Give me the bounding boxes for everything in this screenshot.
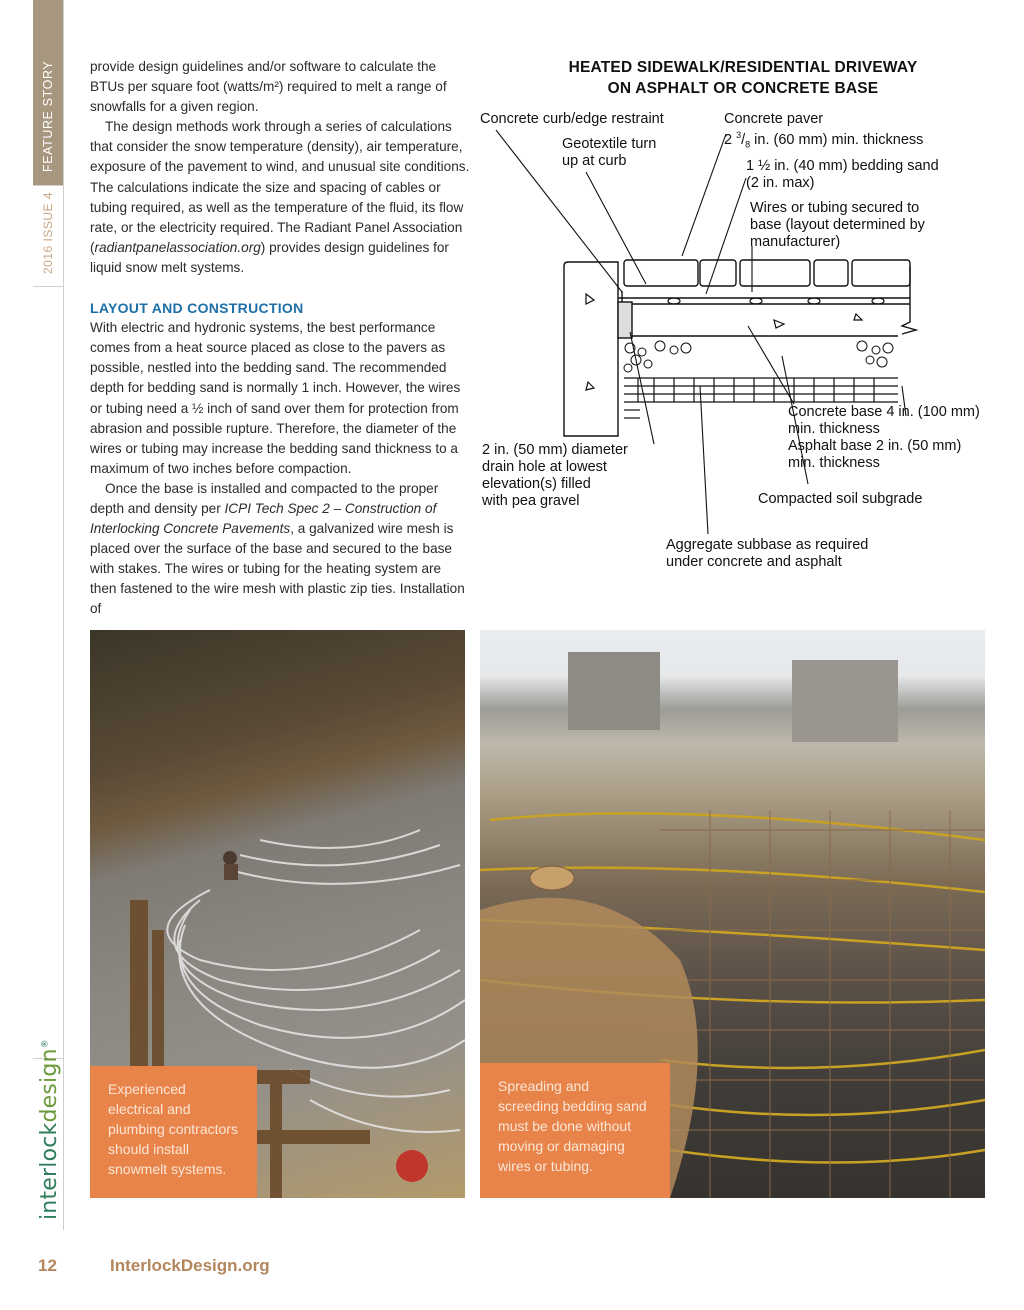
label-subgrade: Compacted soil subgrade xyxy=(758,491,923,507)
diagram-title: HEATED SIDEWALK/RESIDENTIAL DRIVEWAY xyxy=(568,59,918,76)
paragraph: provide design guidelines and/or software to calculate the BTUs per square foot (watts/m²) required to melt a range of snowfalls for a given region. xyxy=(90,59,447,115)
label-wires: manufacturer) xyxy=(750,234,841,250)
label-base: min. thickness xyxy=(788,421,880,437)
section-label: FEATURE STORY xyxy=(41,60,55,172)
paver xyxy=(740,260,810,286)
photo-caption: Experienced electrical and plumbing contractors should install snowmelt systems. xyxy=(90,1066,257,1198)
page-number: 12 xyxy=(38,1256,57,1275)
leader-line xyxy=(630,332,654,444)
divider xyxy=(33,185,63,186)
label-bedding-sand: 1 ½ in. (40 mm) bedding sand xyxy=(746,158,939,174)
curb-shape xyxy=(564,262,618,436)
label-paver: Concrete paver xyxy=(724,111,824,127)
label-drain: with pea gravel xyxy=(482,493,580,509)
website-link[interactable]: InterlockDesign.org xyxy=(110,1256,270,1275)
inline-link[interactable]: radiantpanelassociation.org xyxy=(94,239,261,255)
publication-reference: ICPI Tech Spec 2 – Construction of Interlocking Concrete Pavements xyxy=(90,500,437,537)
paver xyxy=(700,260,736,286)
label-base: Concrete base 4 in. (100 mm) xyxy=(788,404,980,420)
label-subbase: Aggregate subbase as required xyxy=(666,537,869,553)
label-geotextile: Geotextile turn xyxy=(562,136,657,152)
paver xyxy=(852,260,910,286)
paragraph: With electric and hydronic systems, the best performance comes from a heat source placed as close to the pavers as possible, nestled into the bedding sand. The recommended depth for bedding sand is normally 1 inch. However, the wires or tubing need a ½ inch of sand over them for protection from abrasion and possible rupture. Therefore, the diameter of the wires or tubing may increase the bedding sand thickness to a maximum of two inches before compaction. xyxy=(90,320,461,476)
break-line xyxy=(902,266,916,334)
label-base: Asphalt base 2 in. (50 mm) xyxy=(788,438,962,454)
leader-line xyxy=(586,172,646,284)
divider xyxy=(33,286,63,287)
label-drain: 2 in. (50 mm) diameter xyxy=(482,442,628,458)
paver-pallet xyxy=(568,652,660,730)
label-base: min. thickness xyxy=(788,455,880,471)
label-drain: elevation(s) filled xyxy=(482,476,591,492)
paragraph: Once the base is installed and compacted to the proper depth and density per ICPI Tech Spec 2 – Construction of Interlocking Concrete Pavements, a galvanized wire mesh is placed over the surface of the base and secured to the base with stakes. The wires or tubing for the heating system are then fastened to the wire mesh with plastic zip ties. Installation of xyxy=(90,480,465,617)
photo-caption: Spreading and screeding bedding sand must be done without moving or damaging wires or tubing. xyxy=(480,1063,670,1198)
article-column xyxy=(90,57,470,620)
label-curb: Concrete curb/edge restraint xyxy=(480,111,664,127)
section-heading: LAYOUT AND CONSTRUCTION xyxy=(90,300,304,317)
paver-pallet xyxy=(792,660,898,742)
label-subbase: under concrete and asphalt xyxy=(666,554,842,570)
magazine-logo: interlockdesign® xyxy=(37,1039,62,1220)
label-geotextile: up at curb xyxy=(562,153,627,169)
label-drain: drain hole at lowest xyxy=(482,459,607,475)
leader-line xyxy=(682,134,726,256)
paragraph: The design methods work through a series of calculations that consider the snow temperature (density), air temperature, exposure of the pavement to wind, and unusual site conditions. The calculations indicate the size and spacing of cables or tubing required, as well as the temperature of the fluid, its flow rate, or the electricity required. The Radiant Panel Association (radiantpanelassociation.org) provides design guidelines for liquid snow melt systems. xyxy=(90,119,470,275)
paver xyxy=(814,260,848,286)
label-wires: Wires or tubing secured to xyxy=(750,200,920,216)
issue-label: 2016 ISSUE 4 xyxy=(41,191,55,274)
cross-section-diagram xyxy=(478,56,1008,586)
leader-line xyxy=(748,326,794,404)
diagram-title: ON ASPHALT OR CONCRETE BASE xyxy=(607,80,879,97)
label-paver: 2 $^3/_8$ in. (60 mm) min. thickness xyxy=(724,130,924,150)
sidebar xyxy=(33,0,64,1230)
leader-line xyxy=(700,386,708,534)
label-wires: base (layout determined by xyxy=(750,217,925,233)
label-bedding-sand: (2 in. max) xyxy=(746,175,815,191)
